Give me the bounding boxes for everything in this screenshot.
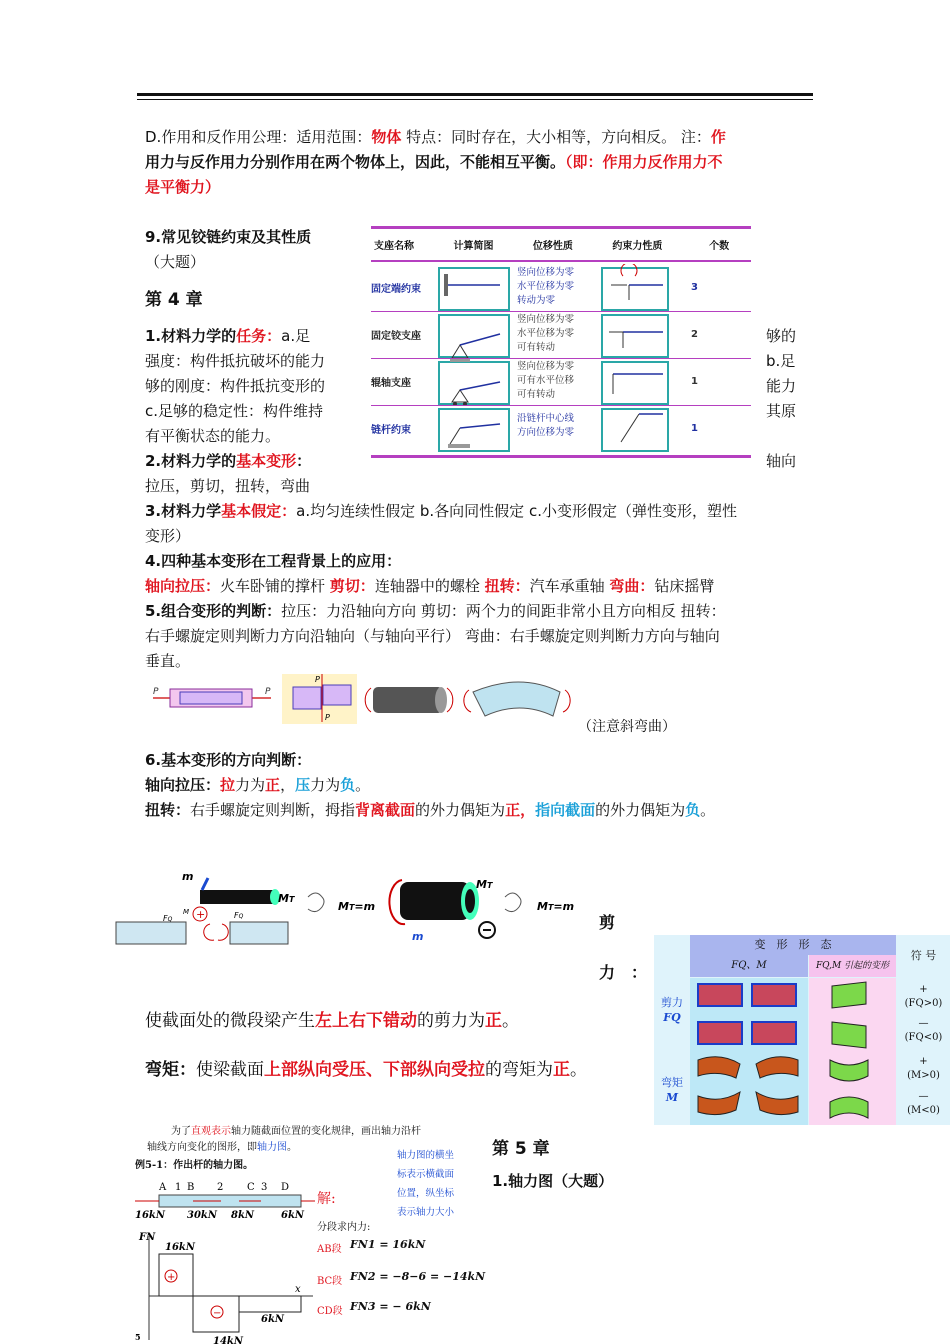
p6-title: 6.基本变形的方向判断： [145,751,312,769]
p2-line2: 拉压，剪切，扭转，弯曲 [145,477,311,495]
p5-line2: 右手螺旋定则判断力方向沿轴向（与轴向平行） 弯曲：右手螺旋定则判断力方向与轴向 [145,627,720,645]
support-row-3-name: 辊轴支座 [371,378,411,389]
header-rule-thick [137,93,813,96]
p1-line2: 强度：构件抵抗破坏的能力 [145,352,326,370]
svg-text:6kN: 6kN [281,1210,305,1221]
support-row-3-count: 1 [691,376,698,387]
svg-text:A: A [159,1182,167,1193]
support-row-1-disp: 竖向位移为零 水平位移为零 转动为零 [517,267,575,306]
svg-text:C: C [247,1182,255,1193]
svg-text:MT: MT [278,892,295,905]
support-row-4-disp: 沿链杆中心线 方向位移为零 [517,413,575,438]
section-9-title: 9.常见铰链约束及其性质 [145,228,312,246]
svg-text:x: x [295,1284,301,1295]
p1-line3: 够的刚度：构件抵抗变形的 [145,377,326,395]
support-row-4-count: 1 [691,423,698,434]
svg-text:30kN: 30kN [187,1210,217,1221]
support-row-3-disp: 竖向位移为零 可有水平位移 可有转动 [517,361,575,400]
svg-text:5: 5 [135,1332,141,1342]
section-9-sub: （大题） [145,253,206,271]
p1-right-col: 够的 b.足 能力 其原 轴向 [766,327,797,470]
p1-line1: 1.材料力学的任务：a.足 [145,327,311,345]
svg-text:B: B [187,1182,195,1193]
p4-title: 4.四种基本变形在工程背景上的应用： [145,552,402,570]
svg-text:P: P [265,687,271,697]
p5-line1: 5.组合变形的判断：拉压：力沿轴向方向 剪切：两个力的间距非常小且方向相反 扭转： [145,602,726,620]
support-row-1-count: 3 [691,282,698,293]
chapter-5-heading: 第 5 章 [492,1139,550,1159]
svg-text:−: − [213,1308,222,1319]
svg-text:MT: MT [476,878,493,891]
deformation-figures [145,672,575,732]
p6-torsion: 扭转：右手螺旋定则判断，拇指背离截面的外力偶矩为正，指向截面的外力偶矩为负。 [145,801,716,819]
p1-line5: 有平衡状态的能力。 [145,427,281,445]
support-row-4-name: 链杆约束 [371,425,411,436]
support-table-figure [371,226,751,458]
svg-text:16kN: 16kN [165,1242,195,1253]
svg-text:P: P [153,687,159,697]
p6-axial: 轴向拉压：拉力为正，压力为负。 [145,776,371,794]
support-header-count: 个数 [709,241,730,252]
axial-force-example: 为了直观表示轴力随截面位置的变化规律，画出轴力沿杆 轴线方向变化的图形，即轴力图。 例5-1：作出杆的轴力图。 轴力图的横坐 标表示横截面 位置，纵坐标 表示轴力大小 解: 分段求内力: AB段 FN1 = 16kN BC段 FN2 = −8−6 = −14kN CD段 FN3 = − 6kN A 1 B 2 C 3 D 16kN 30kN 8kN 6kN FN x + − 16kN 6kN 14kN 5 [135,1120,480,1344]
svg-text:D: D [281,1182,290,1193]
torsion-figure [110,862,600,952]
support-header-diagram: 计算简图 [453,241,494,252]
svg-text:+: + [167,1272,176,1283]
p3-line2: 变形） [145,527,191,545]
sign-convention-table: 变 形 形 态 FQ、M FQ,M 引起的变形 符 号 剪力 FQ 弯矩 M + (FQ>0) — (FQ<0) + (M>0) — (M<0) [654,935,950,1125]
svg-text:6kN: 6kN [261,1314,285,1325]
moment-sentence: 弯矩：使梁截面上部纵向受压、下部纵向受拉的弯矩为正。 [145,1060,587,1080]
svg-text:M: M [183,908,190,916]
shear-label-1: 剪 [599,913,616,932]
p3-line1: 3.材料力学基本假定：a.均匀连续性假定 b.各向同性假定 c.小变形假定（弹性变形，塑性 [145,502,737,520]
header-rule-thin [137,99,813,100]
support-row-2-disp: 竖向位移为零 水平位移为零 可有转动 [517,314,575,353]
svg-text:FN: FN [139,1232,156,1243]
svg-text:8kN: 8kN [231,1210,255,1221]
svg-text:2: 2 [217,1182,224,1193]
paragraph-d-line1: D.作用和反作用公理：适用范围：物体 特点：同时存在，大小相等，方向相反。 注：作 [145,128,726,146]
svg-text:MT=m: MT=m [338,900,376,913]
p4-line: 轴向拉压：火车卧铺的撑杆 剪切：连轴器中的螺栓 扭转：汽车承重轴 弯曲：钻床摇臂 [145,577,715,595]
svg-text:FQ: FQ [163,914,173,923]
paragraph-d-line2: 用力与反作用力分别作用在两个物体上，因此，不能相互平衡。（即：作用力反作用力不 [145,153,723,171]
svg-text:P: P [315,675,320,684]
support-header-name: 支座名称 [374,241,414,252]
svg-text:16kN: 16kN [135,1210,165,1221]
p1-line4: c.足够的稳定性：构件维持 [145,402,324,420]
shear-sentence: 使截面处的微段梁产生左上右下错动的剪力为正。 [145,1011,519,1031]
support-row-1-name: 固定端约束 [371,284,421,295]
svg-text:m: m [412,930,424,943]
svg-text:14kN: 14kN [213,1336,243,1344]
svg-text:FQ: FQ [234,911,244,920]
support-header-disp: 位移性质 [532,241,573,252]
chapter-4-heading: 第 4 章 [145,290,203,310]
section-5-1-title: 1.轴力图（大题） [492,1172,614,1190]
p5-line3: 垂直。 [145,652,191,670]
svg-text:3: 3 [261,1182,268,1193]
paragraph-d-line3: 是平衡力） [145,178,221,196]
svg-text:+: + [196,908,206,921]
shear-label-2: 力 ： [599,963,648,982]
svg-text:P: P [325,713,330,722]
support-row-2-count: 2 [691,329,698,340]
p2-line1: 2.材料力学的基本变形： [145,452,312,470]
svg-text:1: 1 [175,1182,182,1193]
support-row-2-name: 固定铰支座 [371,331,421,342]
support-header-force: 约束力性质 [612,241,663,252]
skew-note: （注意斜弯曲） [578,719,676,735]
torsion-m-label: m [182,870,194,883]
svg-text:MT=m: MT=m [537,900,575,913]
axial-side-note: 轴力图的横坐 标表示横截面 位置，纵坐标 表示轴力大小 [397,1150,455,1218]
